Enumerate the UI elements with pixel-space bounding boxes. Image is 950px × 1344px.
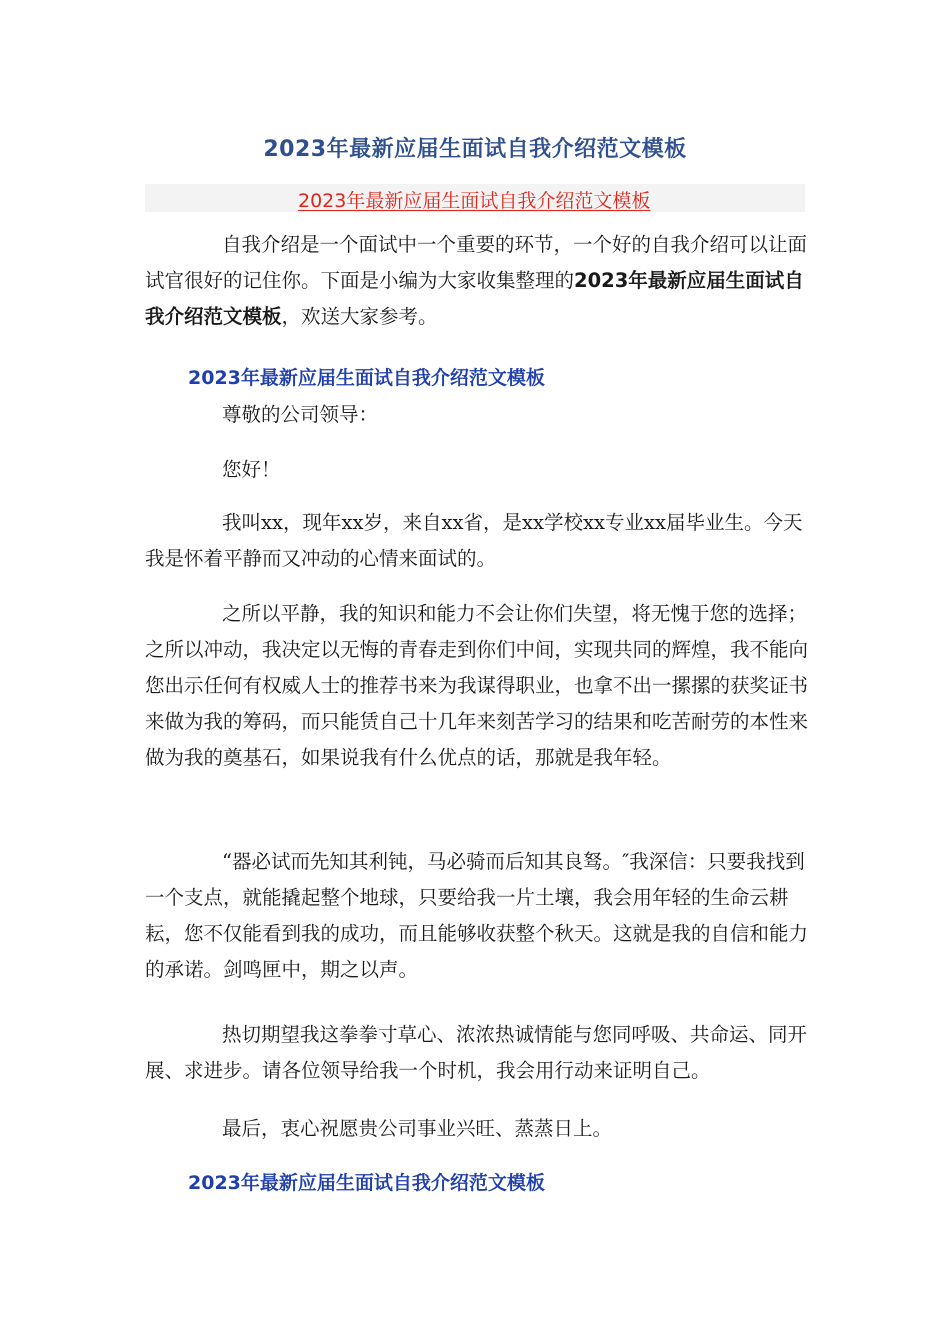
paragraph-3: “器必试而先知其利钝，马必骑而后知其良驽。″我深信：只要我找到一个支点，就能撬起整个地球，只要给我一片土壤，我会用年轻的生命云耕耘，您不仅能看到我的成功，而且能够收获整个秋天。这就是我的自信和能力的承诺。剑鸣匣中，期之以声。 (145, 850, 809, 981)
greeting: 尊敬的公司领导： (222, 403, 379, 426)
salutation: 您好！ (222, 458, 281, 481)
paragraph-2: 之所以平静，我的知识和能力不会让你们失望，将无愧于您的选择；之所以冲动，我决定以无悔的青春走到你们中间，实现共同的辉煌，我不能向您出示任何有权威人士的推荐书来为我谋得职业，也拿不出一摞摞的获奖证书来做为我的筹码，而只能赁自己十几年来刻苦学习的结果和吃苦耐劳的本性来做为我的奠基石，如果说我有什么优点的话，那就是我年轻。 (145, 602, 809, 769)
section-heading-2: 2023年最新应届生面试自我介绍范文模板 (188, 1172, 545, 1194)
paragraph-4: 热切期望我这拳拳寸草心、浓浓热诚情能与您同呼吸、共命运、同开展、求进步。请各位领导给我一个时机，我会用行动来证明自己。 (145, 1023, 808, 1082)
intro-text-end: ，欢送大家参考。 (281, 305, 438, 328)
section-heading: 2023年最新应届生面试自我介绍范文模板 (188, 367, 545, 389)
document-title: 2023年最新应届生面试自我介绍范文模板 (263, 137, 687, 162)
paragraph-5: 最后，衷心祝愿贵公司事业兴旺、蒸蒸日上。 (222, 1117, 613, 1140)
paragraph-1: 我叫xx，现年xx岁，来自xx省，是xx学校xx专业xx届毕业生。今天我是怀着平静而又冲动的心情来面试的。 (145, 511, 803, 570)
intro-emphasis: 2023年最新应届生面试自我介绍范文模板 (145, 269, 804, 328)
subtitle-text: 2023年最新应届生面试自我介绍范文模板 (298, 190, 651, 212)
subtitle-link[interactable] (258, 186, 650, 213)
intro-text: 自我介绍是一个面试中一个重要的环节，一个好的自我介绍可以让面试官很好的记住你。下面是小编为大家收集整理的 (145, 233, 808, 292)
intro-paragraph (145, 227, 810, 335)
